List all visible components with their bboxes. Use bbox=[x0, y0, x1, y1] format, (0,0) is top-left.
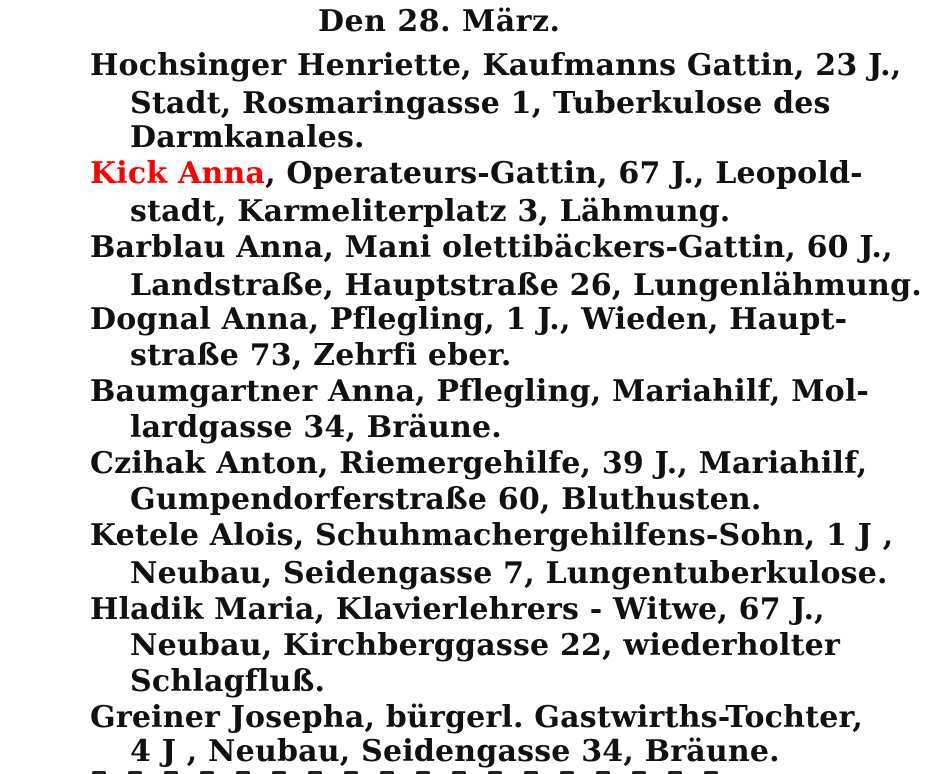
entry-line bbox=[90, 230, 893, 266]
line-text: , Operateurs-Gattin, 67 J., Leopold- bbox=[265, 156, 863, 191]
line-text: straße 73, Zehrfi eber. bbox=[130, 338, 512, 373]
entry-line bbox=[130, 628, 840, 664]
entry-line bbox=[130, 120, 365, 156]
line-text: Dognal Anna, Pflegling, 1 J., Wieden, Haupt- bbox=[90, 302, 848, 337]
entry-line bbox=[130, 86, 831, 122]
line-text: Neubau, Kirchberggasse 22, wiederholter bbox=[130, 628, 840, 663]
line-text: 4 J , Neubau, Seidengasse 34, Bräune. bbox=[130, 734, 780, 769]
line-text: Stadt, Rosmaringasse 1, Tuberkulose des bbox=[130, 86, 831, 121]
cropped-next-line bbox=[92, 762, 792, 774]
line-text: Schlagfluß. bbox=[130, 664, 326, 699]
entry-line bbox=[130, 268, 922, 304]
entry-line bbox=[130, 194, 730, 230]
line-text: Gumpendorferstraße 60, Bluthusten. bbox=[130, 482, 762, 517]
line-text: Greiner Josepha, bürgerl. Gastwirths-Tochter, bbox=[90, 700, 863, 735]
line-text: Baumgartner Anna, Pflegling, Mariahilf, Mol- bbox=[90, 374, 870, 409]
entry-line bbox=[130, 556, 888, 592]
entry-line bbox=[130, 338, 512, 374]
line-text: Hochsinger Henriette, Kaufmanns Gattin, 23 J., bbox=[90, 48, 902, 83]
entry-line bbox=[130, 664, 325, 700]
entry-line bbox=[90, 700, 863, 736]
highlighted-name: Kick Anna bbox=[90, 156, 266, 191]
line-text: Neubau, Seidengasse 7, Lungentuberkulose. bbox=[130, 556, 888, 591]
line-text: Hladik Maria, Klavierlehrers - Witwe, 67 J., bbox=[90, 592, 825, 627]
line-text: Barblau Anna, Mani olettibäckers-Gattin, 60 J., bbox=[90, 230, 893, 265]
entry-line bbox=[90, 48, 901, 84]
entry-line bbox=[130, 410, 502, 446]
entry-line bbox=[90, 374, 869, 410]
entry-line bbox=[90, 592, 825, 628]
line-text: Landstraße, Hauptstraße 26, Lungenlähmung. bbox=[130, 268, 922, 303]
date-heading: Den 28. März. bbox=[318, 4, 561, 39]
line-text: lardgasse 34, Bräune. bbox=[130, 410, 502, 445]
line-text: Darmkanales. bbox=[130, 120, 365, 155]
line-text: Ketele Alois, Schuhmachergehilfens-Sohn, 1 J , bbox=[90, 518, 894, 553]
entry-line bbox=[90, 446, 867, 482]
line-text: Czihak Anton, Riemergehilfe, 39 J., Mariahilf, bbox=[90, 446, 868, 481]
line-text: stadt, Karmeliterplatz 3, Lähmung. bbox=[130, 194, 731, 229]
entry-line bbox=[90, 302, 847, 338]
entry-line bbox=[90, 518, 893, 554]
entry-line bbox=[130, 482, 762, 518]
entry-line bbox=[90, 156, 863, 192]
